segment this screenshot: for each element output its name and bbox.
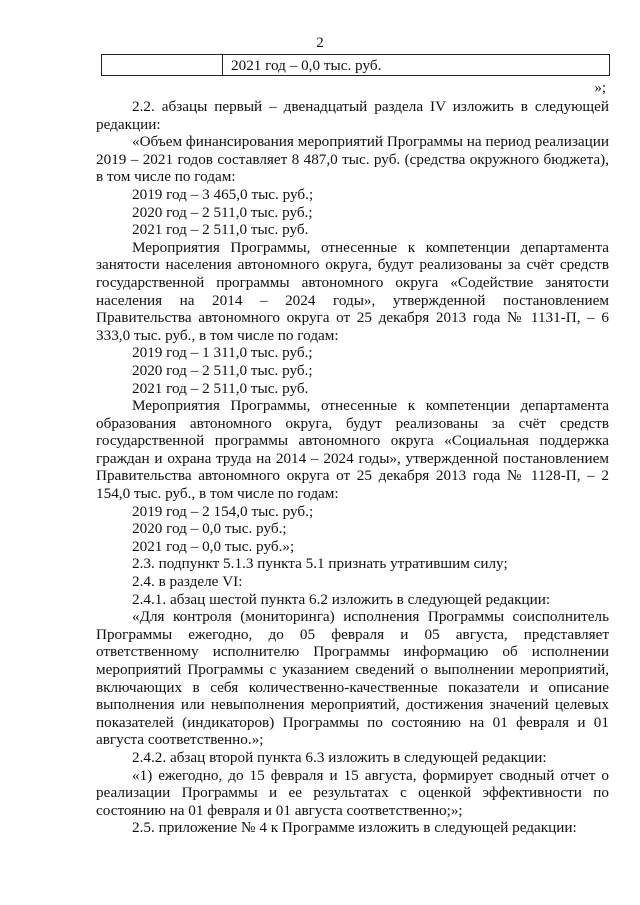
paragraph-2-4: 2.4. в разделе VI: xyxy=(132,573,243,591)
year-line: 2021 год – 2 511,0 тыс. руб. xyxy=(132,221,309,239)
table-cell-2021: 2021 год – 0,0 тыс. руб. xyxy=(231,57,382,74)
paragraph-education-dept: Мероприятия Программы, отнесенные к компетенции департамента образования автономного округа, будут реализованы за счёт средств государственной программы автономного округа «Социальная поддержка граждан и охрана труда на 2014 – 2024 годы», утвержденной постановлением Правительства автономного округа от 25 декабря 2013 года № 1128-П, – 2 154,0 тыс. руб., в том числе по годам: xyxy=(96,397,609,503)
year-line: 2020 год – 0,0 тыс. руб.; xyxy=(132,520,287,538)
paragraph-2-2: 2.2. абзацы первый – двенадцатый раздела IV изложить в следующей редакции: xyxy=(96,98,609,133)
table-fragment xyxy=(101,54,610,76)
paragraph-monitoring: «Для контроля (мониторинга) исполнения Программы соисполнитель Программы ежегодно, до 05 февраля и 05 августа, представляет ответственному исполнителю Программы информацию об исполнении мероприятий Программы с указанием сведений о выполнении мероприятий, включающих в себя количественно-качественные показатели и описание выполнения или невыполнения мероприятий, достижения значений целевых показателей (индикаторов) Программы по состоянию на 01 февраля и 01 августа соответственно.»; xyxy=(96,608,609,749)
year-line: 2021 год – 0,0 тыс. руб.»; xyxy=(132,537,295,555)
paragraph-report: «1) ежегодно, до 15 февраля и 15 августа, формирует сводный отчет о реализации Программы и ее результатах с оценкой эффективности по состоянию на 01 февраля и 01 августа соответственно;»; xyxy=(96,766,609,819)
year-line: 2019 год – 3 465,0 тыс. руб.; xyxy=(132,185,314,203)
paragraph-employment-dept: Мероприятия Программы, отнесенные к компетенции департамента занятости населения автономного округа, будут реализованы за счёт средств государственной программы автономного округа «Содействие занятости населения на 2014 – 2024 годы», утвержденной постановлением Правительства автономного округа от 25 декабря 2013 года № 1131-П, – 6 333,0 тыс. руб., в том числе по годам: xyxy=(96,238,609,344)
page-number: 2 xyxy=(316,35,324,51)
year-line: 2020 год – 2 511,0 тыс. руб.; xyxy=(132,361,313,379)
paragraph-2-4-1: 2.4.1. абзац шестой пункта 6.2 изложить в следующей редакции: xyxy=(132,590,551,608)
year-line: 2021 год – 2 511,0 тыс. руб. xyxy=(132,379,309,397)
year-line: 2019 год – 1 311,0 тыс. руб.; xyxy=(132,344,313,362)
document-body xyxy=(96,98,609,837)
year-line: 2020 год – 2 511,0 тыс. руб.; xyxy=(132,203,313,221)
year-line: 2019 год – 2 154,0 тыс. руб.; xyxy=(132,502,314,520)
paragraph-2-5: 2.5. приложение № 4 к Программе изложить в следующей редакции: xyxy=(132,819,577,837)
paragraph-2-3: 2.3. подпункт 5.1.3 пункта 5.1 признать утратившим силу; xyxy=(132,555,508,573)
paragraph-2-4-2: 2.4.2. абзац второй пункта 6.3 изложить в следующей редакции: xyxy=(132,748,547,766)
table-column-divider xyxy=(222,55,223,75)
paragraph-funding-total: «Объем финансирования мероприятий Программы на период реализации 2019 – 2021 годов составляет 8 487,0 тыс. руб. (средства окружного бюджета), в том числе по годам: xyxy=(96,133,609,186)
closing-quote: »; xyxy=(594,80,606,96)
